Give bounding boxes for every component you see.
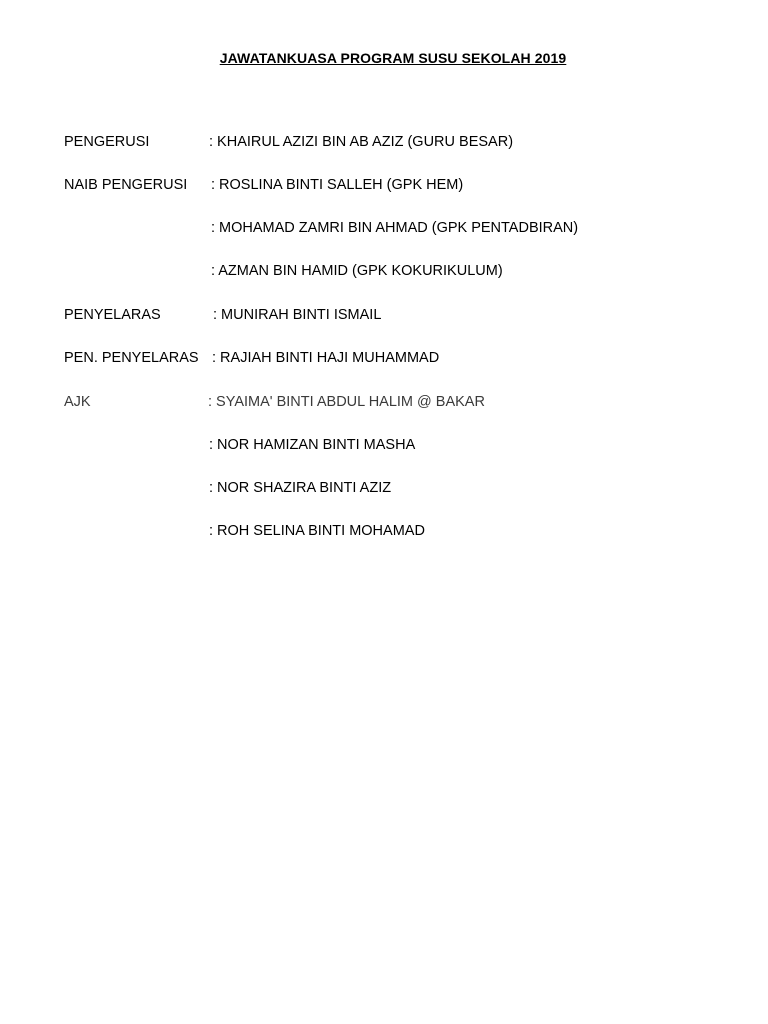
member-name: : NOR SHAZIRA BINTI AZIZ bbox=[209, 480, 392, 496]
committee-row bbox=[0, 348, 768, 368]
role-label: AJK bbox=[64, 394, 91, 410]
role-label: NAIB PENGERUSI bbox=[64, 177, 188, 193]
member-name: : ROSLINA BINTI SALLEH (GPK HEM) bbox=[211, 177, 464, 193]
committee-row bbox=[0, 435, 768, 455]
member-name: : ROH SELINA BINTI MOHAMAD bbox=[209, 523, 425, 539]
committee-row bbox=[0, 132, 768, 152]
committee-row bbox=[0, 478, 768, 498]
committee-row bbox=[0, 521, 768, 541]
committee-row bbox=[0, 218, 768, 238]
member-name: : AZMAN BIN HAMID (GPK KOKURIKULUM) bbox=[211, 263, 503, 279]
committee-row bbox=[0, 392, 768, 412]
member-name: : SYAIMA' BINTI ABDUL HALIM @ BAKAR bbox=[208, 394, 485, 410]
committee-row bbox=[0, 305, 768, 325]
role-label: PENGERUSI bbox=[64, 134, 150, 150]
member-name: : MUNIRAH BINTI ISMAIL bbox=[213, 307, 382, 323]
member-name: : MOHAMAD ZAMRI BIN AHMAD (GPK PENTADBIRAN) bbox=[211, 220, 579, 236]
role-label: PENYELARAS bbox=[64, 307, 161, 323]
document-title: JAWATANKUASA PROGRAM SUSU SEKOLAH 2019 bbox=[219, 50, 567, 66]
member-name: : RAJIAH BINTI HAJI MUHAMMAD bbox=[212, 350, 440, 366]
committee-row bbox=[0, 175, 768, 195]
role-label: PEN. PENYELARAS bbox=[64, 350, 199, 366]
member-name: : KHAIRUL AZIZI BIN AB AZIZ (GURU BESAR) bbox=[209, 134, 514, 150]
member-name: : NOR HAMIZAN BINTI MASHA bbox=[209, 437, 416, 453]
committee-row bbox=[0, 261, 768, 281]
